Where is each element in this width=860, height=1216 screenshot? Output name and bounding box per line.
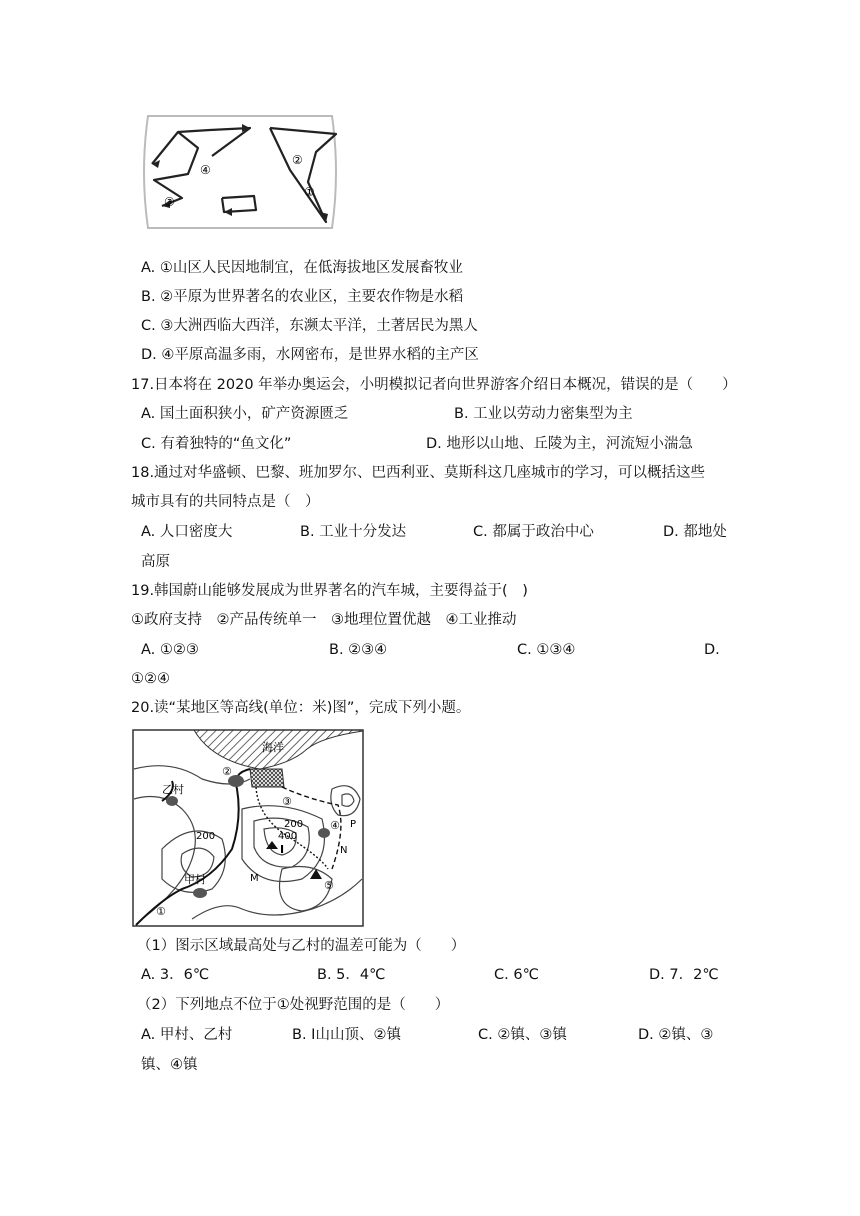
- q18-option-d-cont: 高原: [141, 554, 170, 570]
- q20-sub1-option-b[interactable]: B. 5．4℃: [317, 967, 386, 983]
- q20-sub1-option-a[interactable]: A. 3．6℃: [141, 967, 210, 983]
- q20-sub2-option-a[interactable]: A. 甲村、乙村: [141, 1027, 233, 1043]
- q20-sub1-option-d[interactable]: D. 7．2℃: [649, 967, 719, 983]
- label-5: ⑤: [324, 879, 334, 892]
- label-m: M: [250, 873, 259, 884]
- q19-option-d[interactable]: D.: [704, 642, 720, 658]
- q16-option-c[interactable]: C. ③大洲西临大西洋，东濒太平洋，土著居民为黑人: [141, 318, 478, 334]
- q20-sub2-option-d[interactable]: D. ②镇、③: [638, 1027, 714, 1043]
- q17-option-c[interactable]: C. 有着独特的“鱼文化”: [141, 436, 292, 452]
- q18-stem-line1: 18.通过对华盛顿、巴黎、班加罗尔、巴西利亚、莫斯科这几座城市的学习，可以概括这些: [131, 465, 706, 481]
- q19-stem: 19.韩国蔚山能够发展成为世界著名的汽车城，主要得益于( ): [131, 583, 528, 599]
- q19-option-c[interactable]: C. ①③④: [517, 642, 576, 658]
- q18-option-d[interactable]: D. 都地处: [663, 524, 727, 540]
- map-label-4: ④: [200, 163, 211, 177]
- label-n: N: [340, 845, 348, 856]
- label-p: P: [350, 819, 357, 830]
- q20-sub2-option-c[interactable]: C. ②镇、③镇: [478, 1027, 567, 1043]
- q17-option-d[interactable]: D. 地形以山地、丘陵为主，河流短小湍急: [426, 436, 693, 452]
- label-contour-200-a: 200: [196, 831, 216, 842]
- q20-sub2-option-d-cont: 镇、④镇: [141, 1057, 198, 1073]
- label-3: ③: [282, 795, 292, 808]
- label-4: ④: [330, 819, 340, 832]
- q20-sub2-option-b[interactable]: B. Ⅰ山山顶、②镇: [292, 1027, 401, 1043]
- map-label-1: ①: [304, 185, 315, 199]
- q19-option-a[interactable]: A. ①②③: [141, 642, 199, 658]
- label-1: ①: [156, 905, 166, 918]
- map-label-2: ②: [292, 153, 303, 167]
- q20-sub2-stem: （2）下列地点不位于①处视野范围的是（ ）: [137, 997, 450, 1013]
- map-label-3: ③: [164, 195, 175, 209]
- q16-option-a[interactable]: A. ①山区人民因地制宜，在低海拔地区发展畜牧业: [141, 260, 463, 276]
- q18-option-a[interactable]: A. 人口密度大: [141, 524, 233, 540]
- q20-stem: 20.读“某地区等高线(单位：米)图”，完成下列小题。: [131, 700, 471, 716]
- world-wind-map-figure: [140, 112, 340, 232]
- q19-option-b[interactable]: B. ②③④: [329, 642, 388, 658]
- q17-stem: 17.日本将在 2020 年举办奥运会，小明模拟记者向世界游客介绍日本概况，错误的是（ ）: [131, 377, 737, 393]
- q19-option-d-cont: ①②④: [131, 671, 170, 687]
- q16-option-b[interactable]: B. ②平原为世界著名的农业区，主要农作物是水稻: [141, 289, 464, 305]
- label-contour-200-b: 200: [284, 819, 304, 830]
- q18-stem-line2: 城市具有的共同特点是（ ）: [131, 494, 320, 510]
- q20-sub1-stem: （1）图示区域最高处与乙村的温差可能为（ ）: [137, 938, 466, 954]
- q19-items: ①政府支持 ②产品传统单一 ③地理位置优越 ④工业推动: [131, 612, 517, 628]
- label-jiacun: 甲村: [184, 873, 206, 886]
- label-yicun: 乙村: [162, 783, 184, 796]
- label-contour-400: 400: [278, 831, 298, 842]
- q16-option-d[interactable]: D. ④平原高温多雨，水网密布，是世界水稻的主产区: [141, 347, 479, 363]
- q17-option-b[interactable]: B. 工业以劳动力密集型为主: [454, 406, 633, 422]
- q18-option-b[interactable]: B. 工业十分发达: [300, 524, 407, 540]
- q20-sub1-option-c[interactable]: C. 6℃: [494, 967, 539, 983]
- label-2: ②: [222, 765, 232, 778]
- label-ocean: 海洋: [262, 741, 284, 754]
- contour-map-figure: [132, 729, 364, 927]
- label-peak-i: Ⅰ: [280, 843, 285, 856]
- q18-option-c[interactable]: C. 都属于政治中心: [473, 524, 594, 540]
- q17-option-a[interactable]: A. 国土面积狭小，矿产资源匮乏: [141, 406, 349, 422]
